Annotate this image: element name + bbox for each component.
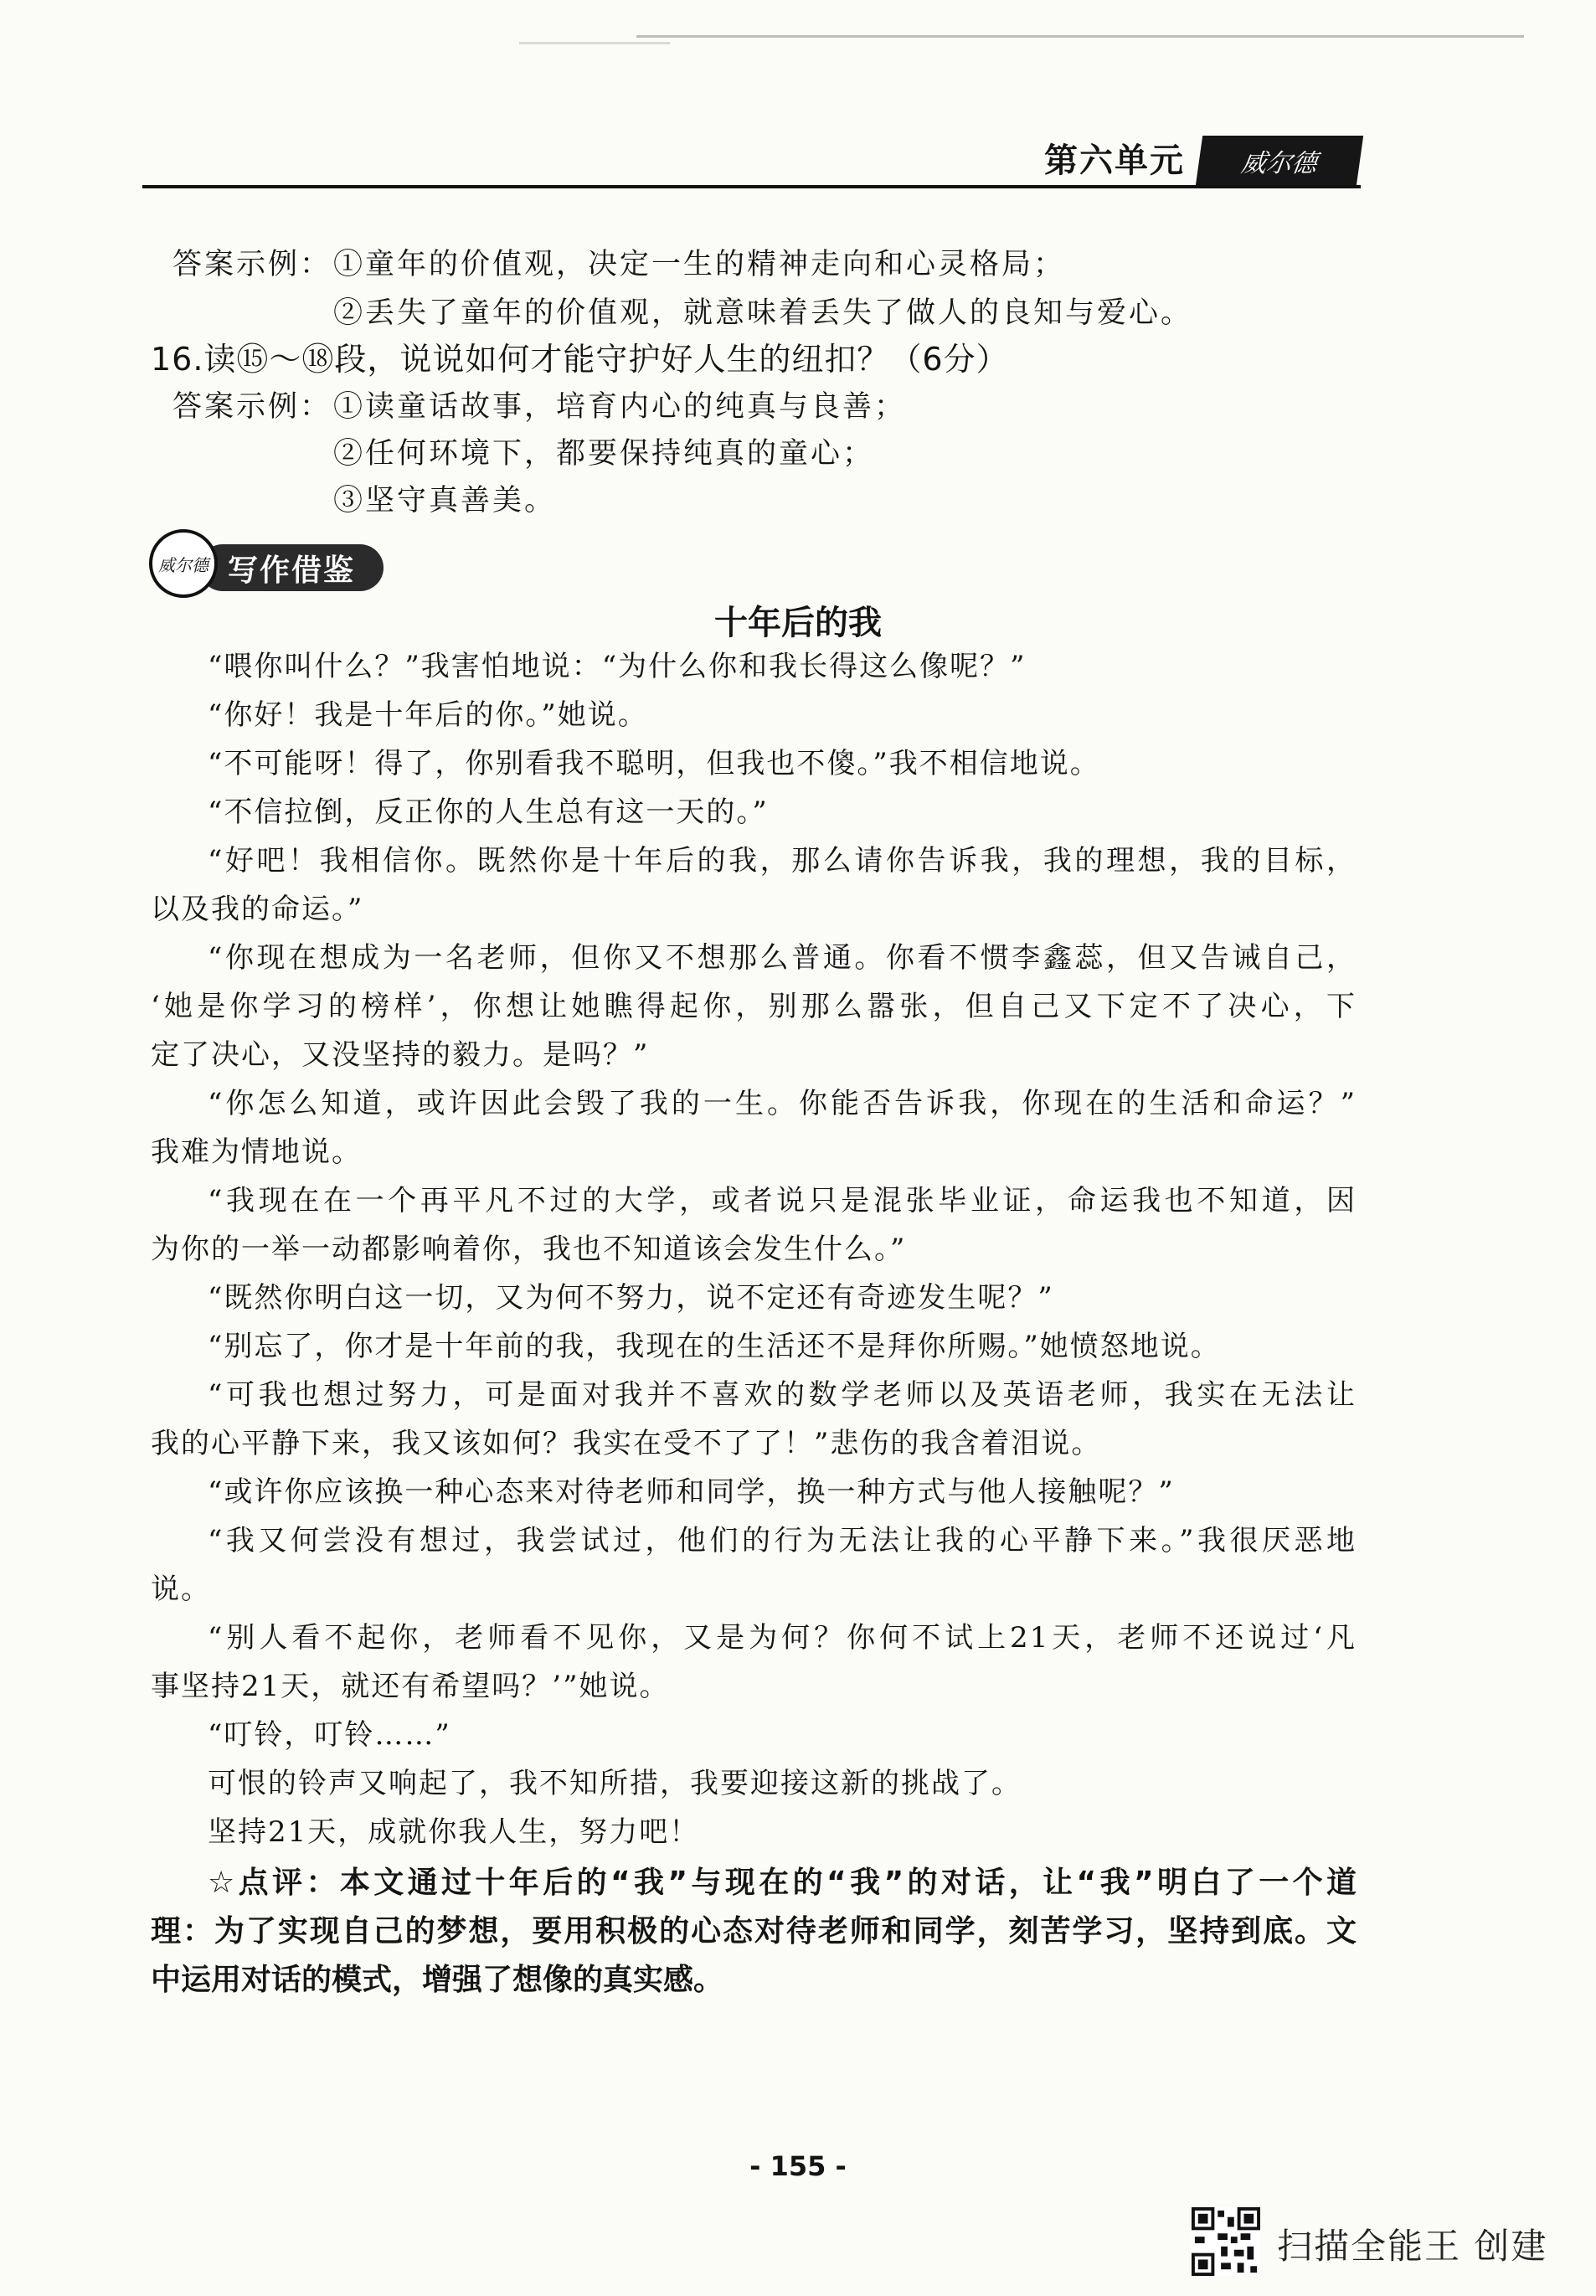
- essay-line: “我现在在一个再平凡不过的大学，或者说只是混张毕业证，命运我也不知道，因: [208, 1184, 1357, 1217]
- essay-line: 定了决心，又没坚持的毅力。是吗？”: [151, 1038, 650, 1072]
- comment-line: 理：为了实现自己的梦想，要用积极的心态对待老师和同学，刻苦学习，坚持到底。文: [151, 1914, 1357, 1949]
- essay-line: “别人看不起你，老师看不见你，又是为何？你何不试上21天，老师不还说过‘凡: [208, 1621, 1357, 1655]
- essay-line: 可恨的铃声又响起了，我不知所措，我要迎接这新的挑战了。: [208, 1767, 1022, 1800]
- essay-line: “既然你明白这一切，又为何不努力，说不定还有奇迹发生呢？”: [208, 1281, 1054, 1315]
- essay-line: “可我也想过努力，可是面对我并不喜欢的数学老师以及英语老师，我实在无法让: [208, 1378, 1357, 1412]
- comment-line: ☆点评：本文通过十年后的“我”与现在的“我”的对话，让“我”明白了一个道: [208, 1866, 1357, 1900]
- brand-logo: [1196, 136, 1363, 186]
- qr-code-icon: [1192, 2207, 1260, 2276]
- answer-item: ①童年的价值观，决定一生的精神走向和心灵格局；: [333, 248, 1066, 281]
- essay-line: 坚持21天，成就你我人生，努力吧！: [208, 1815, 700, 1849]
- scan-edge-line: [636, 35, 1524, 38]
- scan-edge-line: [519, 42, 670, 44]
- scanner-watermark: 扫描全能王 创建: [1277, 2226, 1548, 2267]
- comment-line: 中运用对话的模式，增强了想像的真实感。: [151, 1963, 724, 1997]
- essay-line: “别忘了，你才是十年前的我，我现在的生活还不是拜你所赐。”她愤怒地说。: [208, 1330, 1221, 1363]
- section-title: 写作借鉴: [199, 544, 384, 591]
- section-logo-text: 威尔德: [158, 554, 209, 575]
- essay-line: ‘她是你学习的榜样’，你想让她瞧得起你，别那么嚣张，但自己又下定不了决心，下: [151, 990, 1357, 1023]
- essay-line: “你现在想成为一名老师，但你又不想那么普通。你看不惯李鑫蕊，但又告诫自己，: [208, 941, 1357, 975]
- essay-line: 为你的一举一动都影响着你，我也不知道该会发生什么。”: [151, 1233, 907, 1266]
- essay-line: 说。: [151, 1573, 211, 1606]
- unit-title: 第六单元: [1044, 142, 1185, 180]
- essay-title: 十年后的我: [714, 604, 882, 642]
- header-rule: [142, 185, 1361, 188]
- answer-item: ②任何环境下，都要保持纯真的童心；: [333, 437, 875, 471]
- essay-line: “你好！我是十年后的你。”她说。: [208, 698, 648, 732]
- essay-line: “喂你叫什么？”我害怕地说：“为什么你和我长得这么像呢？”: [208, 650, 1027, 683]
- essay-line: “或许你应该换一种心态来对待老师和同学，换一种方式与他人接触呢？”: [208, 1475, 1175, 1509]
- essay-line: 事坚持21天，就还有希望吗？’”她说。: [151, 1670, 670, 1703]
- essay-line: 我的心平静下来，我又该如何？我实在受不了了！”悲伤的我含着泪说。: [151, 1427, 1102, 1460]
- answer-label: 答案示例：: [172, 248, 332, 281]
- section-badge: [149, 529, 384, 601]
- essay-line: “你怎么知道，或许因此会毁了我的一生。你能否告诉我，你现在的生活和命运？”: [208, 1087, 1357, 1120]
- essay-line: 以及我的命运。”: [151, 893, 364, 926]
- brand-logo-text: 威尔德: [1239, 149, 1319, 178]
- essay-line: 我难为情地说。: [151, 1135, 362, 1169]
- essay-line: “不信拉倒，反正你的人生总有这一天的。”: [208, 795, 769, 829]
- answer-label: 答案示例：: [172, 390, 332, 424]
- essay-line: “不可能呀！得了，你别看我不聪明，但我也不傻。”我不相信地说。: [208, 747, 1100, 780]
- essay-line: “好吧！我相信你。既然你是十年后的我，那么请你告诉我，我的理想，我的目标，: [208, 844, 1357, 878]
- answer-item: ②丢失了童年的价值观，就意味着丢失了做人的良知与爱心。: [333, 296, 1193, 330]
- section-logo-icon: [149, 529, 218, 598]
- question-16: 16.读⑮～⑱段，说说如何才能守护好人生的纽扣？（6分）: [151, 341, 1009, 378]
- answer-item: ①读童话故事，培育内心的纯真与良善；: [333, 390, 907, 424]
- page-number: - 155 -: [749, 2150, 847, 2182]
- essay-line: “叮铃，叮铃……”: [208, 1718, 451, 1752]
- answer-item: ③坚守真善美。: [333, 484, 557, 517]
- essay-line: “我又何尝没有想过，我尝试过，他们的行为无法让我的心平静下来。”我很厌恶地: [208, 1524, 1357, 1557]
